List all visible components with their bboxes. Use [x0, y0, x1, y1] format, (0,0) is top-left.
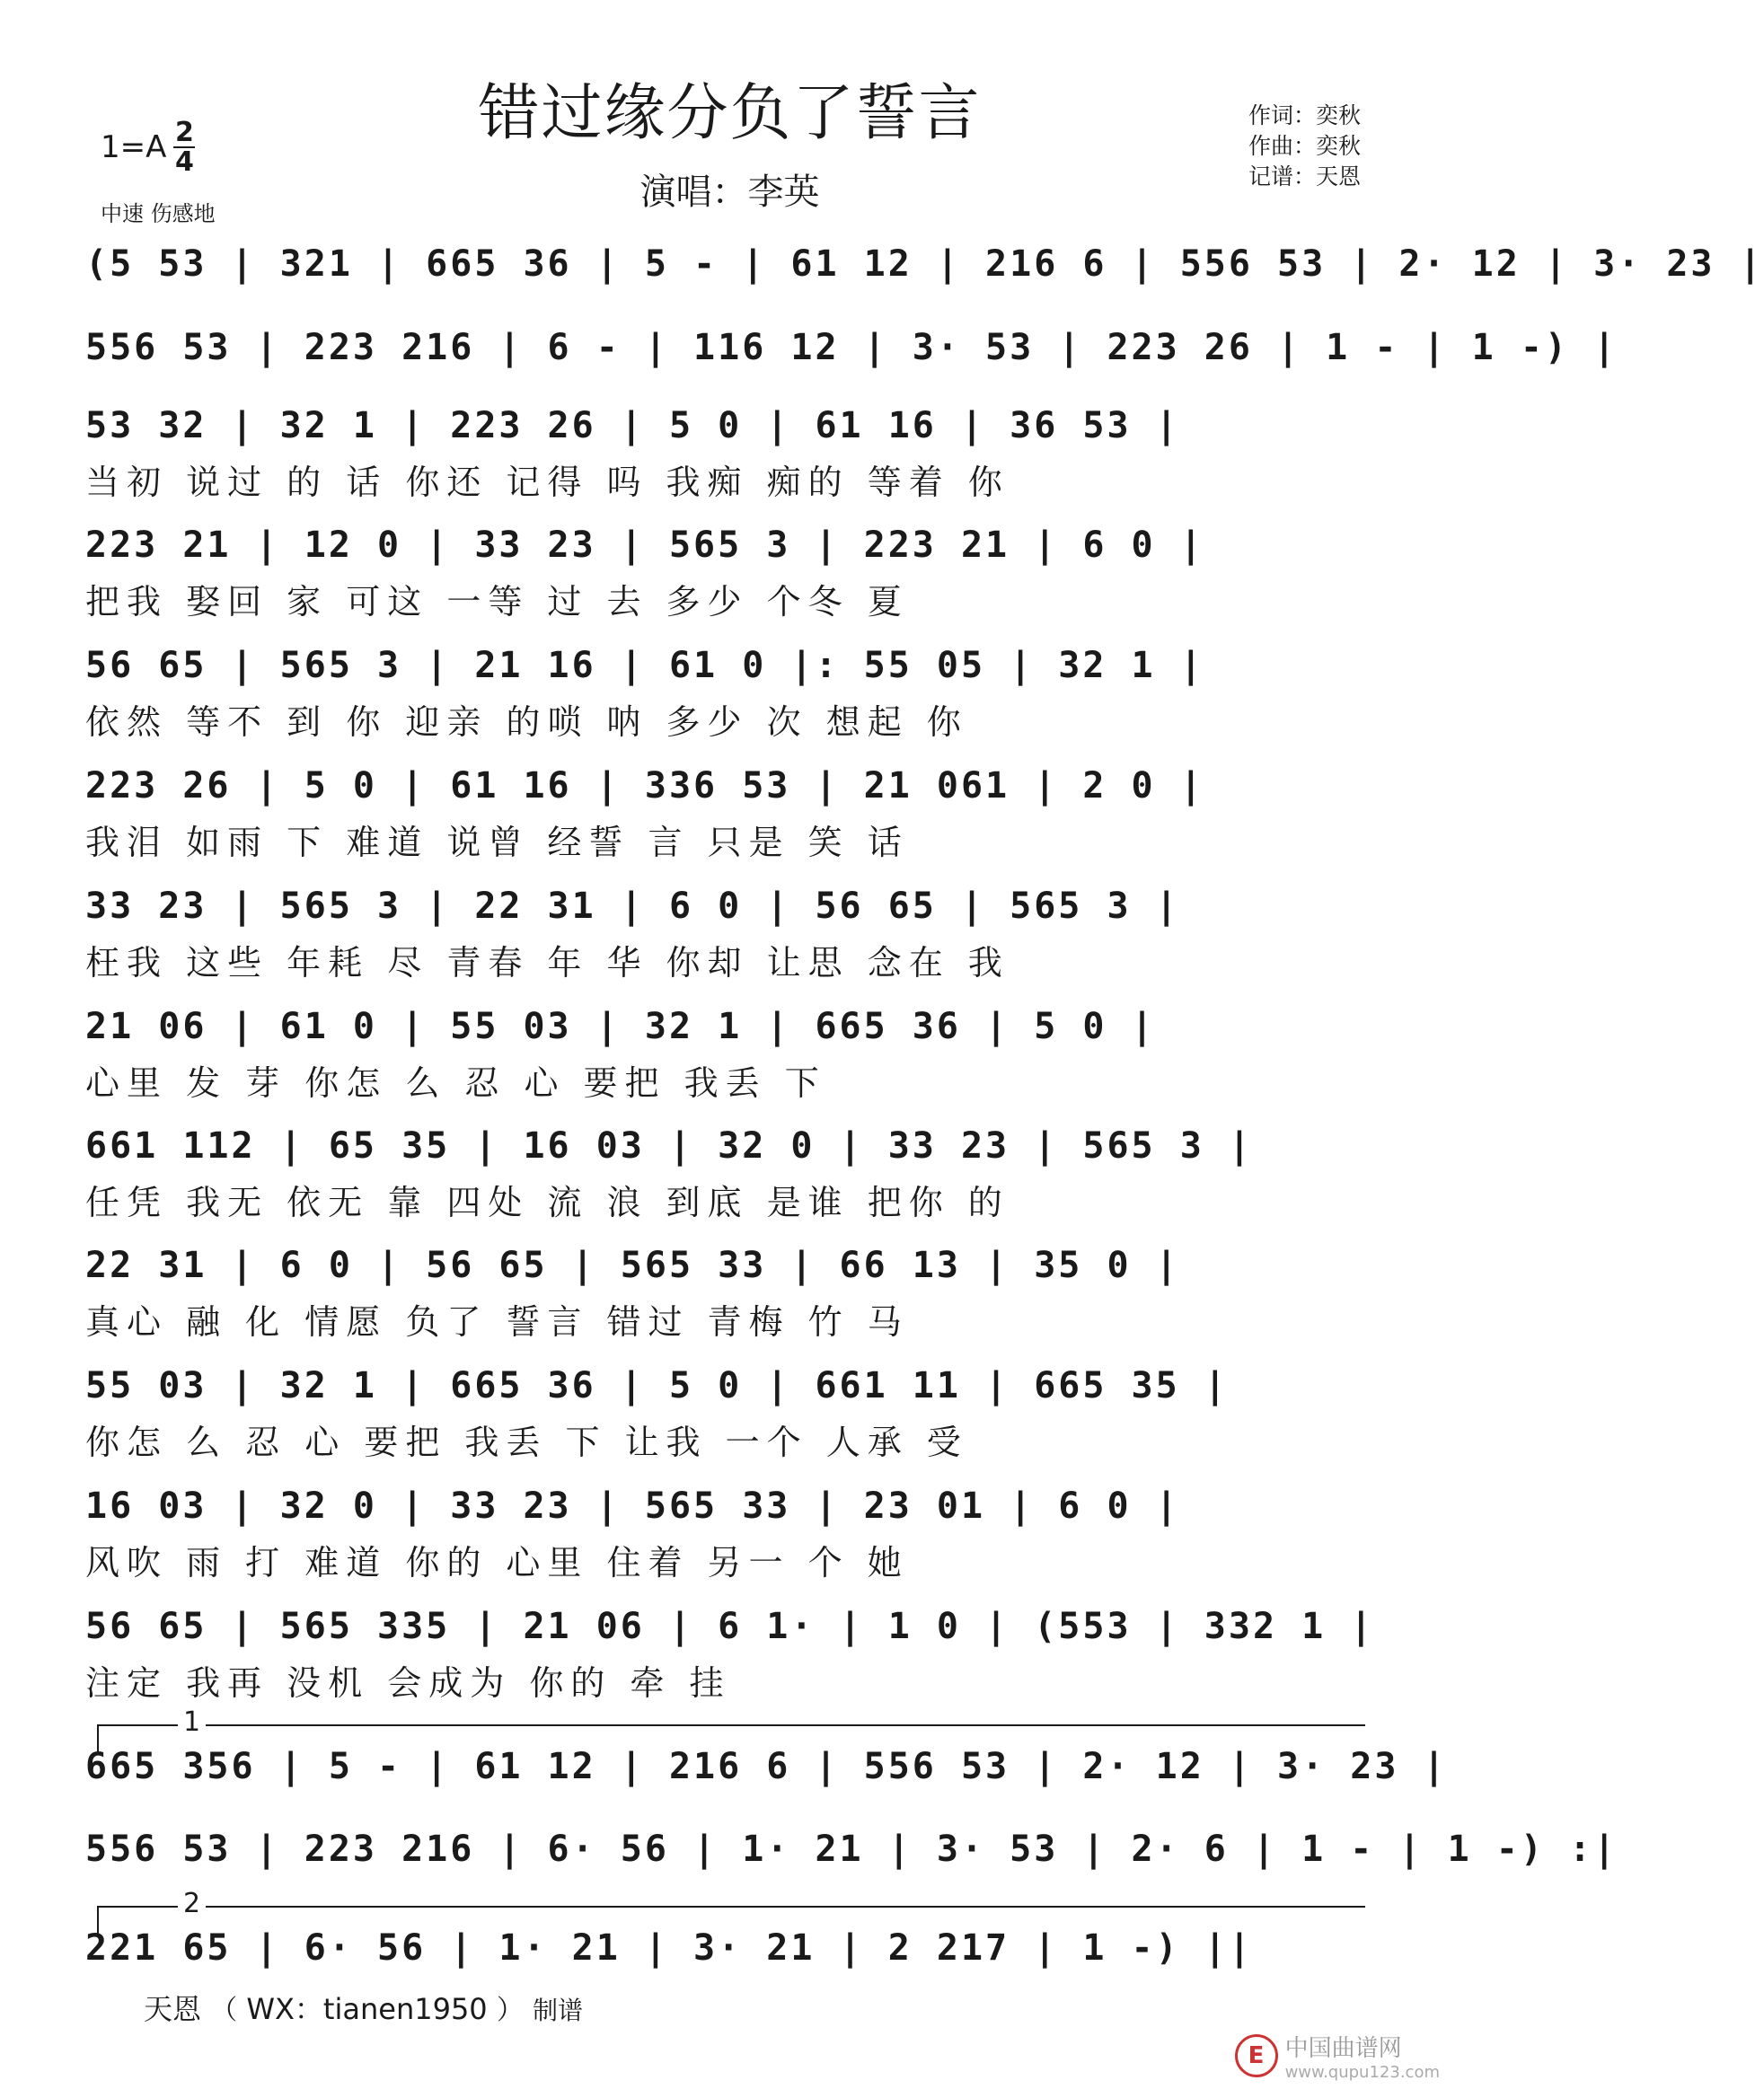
notation-line: 16 03 | 32 0 | 33 23 | 565 33 | 23 01 | 6 0 |: [85, 1485, 1180, 1527]
volta-first-ending: [97, 1706, 1365, 1753]
score-row: [85, 760, 1370, 862]
lyric-line: 任凭 我无 依无 靠 四处 流 浪 到底 是谁 把你 的: [85, 1183, 1010, 1222]
score-row: [85, 1360, 1370, 1462]
site-url: www.qupu123.com: [1284, 2063, 1440, 2082]
footer-close-paren: ）: [496, 1995, 524, 2026]
composer-credit: 作曲：奕秋: [1248, 133, 1361, 159]
notation-line: 665 356 | 5 - | 61 12 | 216 6 | 556 53 | 2· 12 | 3· 23 |: [85, 1746, 1448, 1787]
key-signature: [101, 119, 195, 176]
lyric-line: 我泪 如雨 下 难道 说曾 经誓 言 只是 笑 话: [85, 823, 909, 862]
lyric-line: 注定 我再 没机 会成为 你的 牵 挂: [85, 1663, 731, 1703]
lyric-line: 当初 说过 的 话 你还 记得 吗 我痴 痴的 等着 你: [85, 463, 1010, 502]
time-signature: [173, 119, 195, 176]
volta-first-number: 1: [178, 1706, 206, 1738]
volta-second-number: 2: [178, 1888, 206, 1919]
meter-bottom: 4: [174, 146, 194, 178]
score-row: [85, 519, 1370, 621]
notation-line: 55 03 | 32 1 | 665 36 | 5 0 | 661 11 | 665 35 |: [85, 1365, 1229, 1406]
meter-top: 2: [174, 117, 194, 148]
footer-name: 天恩: [144, 1992, 202, 2026]
footer-open-paren: （: [210, 1995, 238, 2026]
key-label: 1=A: [101, 129, 167, 165]
score-row: [85, 400, 1370, 502]
notation-line: 56 65 | 565 3 | 21 16 | 61 0 |: 55 05 | 32 1 |: [85, 645, 1204, 686]
site-watermark: [1235, 2030, 1440, 2082]
lyric-line: 你怎 么 忍 心 要把 我丢 下 让我 一个 人承 受: [85, 1423, 968, 1462]
volta-second-ending: [97, 1888, 1365, 1935]
notation-line: (5 53 | 321 | 665 36 | 5 - | 61 12 | 216 6 | 556 53 | 2· 12 | 3· 23 |: [85, 243, 1764, 285]
notation-line: 21 06 | 61 0 | 55 03 | 32 1 | 665 36 | 5 0 |: [85, 1006, 1156, 1047]
lyric-line: 枉我 这些 年耗 尽 青春 年 华 你却 让思 念在 我: [85, 943, 1010, 983]
song-title: 错过缘分负了誓言: [478, 78, 982, 149]
notation-line: 22 31 | 6 0 | 56 65 | 565 33 | 66 13 | 35 0 |: [85, 1245, 1180, 1286]
notation-line: 56 65 | 565 335 | 21 06 | 6 1· | 1 0 | (553 | 332 1 |: [85, 1606, 1375, 1647]
notation-line: 661 112 | 65 35 | 16 03 | 32 0 | 33 23 | 565 3 |: [85, 1125, 1253, 1167]
transcriber-footer: [144, 1987, 583, 2028]
lyric-line: 把我 娶回 家 可这 一等 过 去 多少 个冬 夏: [85, 582, 909, 621]
score-row: [85, 880, 1370, 983]
score-row: [85, 1823, 1618, 1886]
score-row: [85, 238, 1764, 301]
footer-suffix: 制谱: [533, 1996, 584, 2025]
tempo-marking: 中速 伤感地: [101, 201, 216, 226]
footer-wechat: WX：tianen1950: [246, 1992, 488, 2026]
site-logo-icon: E: [1235, 2034, 1278, 2077]
score-row: [85, 1239, 1370, 1342]
notation-line: 223 26 | 5 0 | 61 16 | 336 53 | 21 061 | 2 0 |: [85, 765, 1204, 807]
score-row: [85, 1600, 1375, 1703]
score-row: [85, 1001, 1370, 1103]
score-row: [85, 322, 1618, 384]
score-row: [85, 1480, 1370, 1582]
lyric-line: 心里 发 芽 你怎 么 忍 心 要把 我丢 下: [85, 1063, 826, 1103]
notation-line: 223 21 | 12 0 | 33 23 | 565 3 | 223 21 | 6 0 |: [85, 524, 1204, 566]
notation-line: 221 65 | 6· 56 | 1· 21 | 3· 21 | 2 217 | 1 -) ||: [85, 1927, 1253, 1969]
site-name: 中国曲谱网: [1284, 2035, 1402, 2062]
transcriber-credit: 记谱：天恩: [1248, 163, 1361, 190]
lyricist-credit: 作词：奕秋: [1248, 102, 1361, 128]
score-row: [85, 1120, 1370, 1222]
singer-credit: 演唱：李英: [639, 172, 820, 213]
notation-line: 53 32 | 32 1 | 223 26 | 5 0 | 61 16 | 36 53 |: [85, 405, 1180, 446]
notation-line: 556 53 | 223 216 | 6 - | 116 12 | 3· 53 | 223 26 | 1 - | 1 -) |: [85, 327, 1618, 368]
score-row: [85, 639, 1370, 742]
lyric-line: 依然 等不 到 你 迎亲 的唢 呐 多少 次 想起 你: [85, 702, 968, 742]
lyric-line: 风吹 雨 打 难道 你的 心里 住着 另一 个 她: [85, 1543, 909, 1582]
lyric-line: 真心 融 化 情愿 负了 誓言 错过 青梅 竹 马: [85, 1302, 909, 1342]
notation-line: 33 23 | 565 3 | 22 31 | 6 0 | 56 65 | 565 3 |: [85, 886, 1180, 927]
notation-line: 556 53 | 223 216 | 6· 56 | 1· 21 | 3· 53 | 2· 6 | 1 - | 1 -) :|: [85, 1829, 1618, 1870]
credits-block: [1248, 101, 1361, 192]
